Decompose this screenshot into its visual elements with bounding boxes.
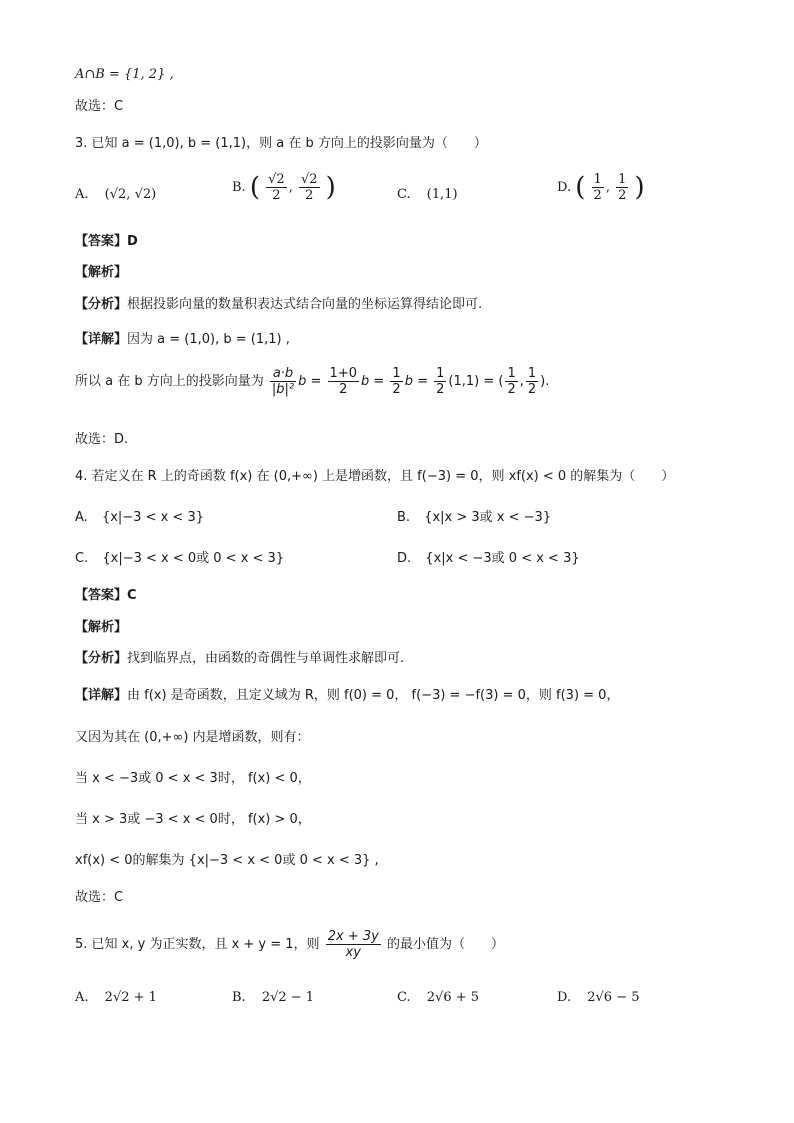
summary-text: 根据投影向量的数量积表达式结合向量的坐标运算得结论即可. xyxy=(127,297,483,312)
answer-4: 【答案】C xyxy=(75,588,137,603)
option-value: (1,1) xyxy=(426,187,458,202)
q4-option-a xyxy=(75,509,204,527)
numerator: 1 xyxy=(593,172,602,187)
answer-3: 【答案】D xyxy=(75,234,138,249)
q5-option-a xyxy=(75,989,157,1007)
option-value: {x|x < −3或 0 < x < 3} xyxy=(425,551,580,566)
summary-text: 找到临界点，由函数的奇偶性与单调性求解即可. xyxy=(127,651,405,666)
question-4-stem: 4. 若定义在 R 上的奇函数 f(x) 在 (0,+∞) 上是增函数，且 f(−3) = 0，则 xf(x) < 0 的解集为（ ） xyxy=(75,469,675,484)
term: b = xyxy=(404,374,428,389)
fraction xyxy=(266,172,287,203)
denominator: 2 xyxy=(272,188,281,203)
section-tag: 【分析】 xyxy=(75,297,128,312)
option-label: C. xyxy=(397,187,411,202)
denominator: 2 xyxy=(392,382,401,397)
option-label: B. xyxy=(397,510,411,525)
numerator: 1 xyxy=(392,366,401,381)
stem-suffix: 的最小值为（ ） xyxy=(386,937,504,952)
term: ). xyxy=(540,374,550,389)
numerator: √2 xyxy=(300,172,318,187)
detail-4-line-2: 又因为其在 (0,+∞) 内是增函数，则有： xyxy=(75,730,310,745)
option-value: 2√2 − 1 xyxy=(261,990,315,1005)
option-label: D. xyxy=(557,990,572,1005)
analysis-4-summary xyxy=(75,650,404,668)
projection-formula xyxy=(75,366,549,397)
q5-option-c xyxy=(397,989,479,1007)
analysis-3-summary xyxy=(75,296,482,314)
comma: , xyxy=(519,374,524,389)
denominator: 2 xyxy=(507,382,516,397)
q5-option-d xyxy=(557,989,640,1007)
question-3-stem: 3. 已知 a = (1,0), b = (1,1)，则 a 在 b 方向上的投影向量为（ ） xyxy=(75,136,487,151)
analysis-3-heading: 【解析】 xyxy=(75,265,128,280)
fraction xyxy=(390,366,402,397)
fraction xyxy=(328,366,359,397)
denominator: 2 xyxy=(339,382,348,397)
q3-option-a xyxy=(75,186,156,204)
denominator: 2 xyxy=(305,188,314,203)
detail-text: 因为 a = (1,0), b = (1,1) , xyxy=(127,332,290,347)
paren-close: ) xyxy=(634,172,645,203)
detail-4 xyxy=(75,687,619,705)
section-tag: 【分析】 xyxy=(75,651,128,666)
option-value: {x|−3 < x < 3} xyxy=(101,510,204,525)
option-label: D. xyxy=(397,551,412,566)
option-label: D. xyxy=(557,180,572,195)
choice-line: 故选：C xyxy=(75,99,124,114)
numerator: √2 xyxy=(268,172,285,187)
q4-option-c xyxy=(75,550,284,568)
option-label: B. xyxy=(232,990,246,1005)
stem-prefix: 5. 已知 x, y 为正实数，且 x + y = 1，则 xyxy=(75,937,320,952)
numerator: 1 xyxy=(436,366,445,381)
paren-open: ( xyxy=(249,172,260,203)
numerator: a·b xyxy=(270,366,296,382)
numerator: 1 xyxy=(618,172,627,187)
option-value: 2√2 + 1 xyxy=(104,990,157,1005)
option-value: {x|−3 < x < 0或 0 < x < 3} xyxy=(102,551,285,566)
numerator: 1 xyxy=(507,366,516,381)
denominator: 2 xyxy=(618,188,627,203)
term: b = xyxy=(360,374,385,389)
question-5-stem xyxy=(75,929,504,960)
option-value: 2√6 − 5 xyxy=(587,990,640,1005)
option-label: B. xyxy=(232,180,246,195)
fraction xyxy=(270,366,296,397)
denominator: 2 xyxy=(527,382,537,397)
intersection-line: A∩B = {1, 2} , xyxy=(75,67,174,82)
fraction xyxy=(616,172,628,203)
option-label: C. xyxy=(397,990,411,1005)
term: (1,1) = ( xyxy=(448,374,504,389)
fraction xyxy=(526,366,538,397)
paren-open: ( xyxy=(575,172,586,203)
detail-4-line-4: 当 x > 3或 −3 < x < 0时， f(x) > 0， xyxy=(75,812,311,827)
option-label: A. xyxy=(75,990,89,1005)
numerator: 1 xyxy=(527,366,537,381)
fraction xyxy=(592,172,604,203)
formula-prefix: 所以 a 在 b 方向上的投影向量为 xyxy=(75,374,264,389)
q3-option-d: D. ( $\frac{1}{2}$ , $\frac{1}{2}$ ) xyxy=(557,172,645,203)
q5-option-b xyxy=(232,989,314,1007)
detail-3 xyxy=(75,331,290,349)
q3-option-b: B. ( $\frac{√2}{2}$ , $\frac{√2}{2}$ ) xyxy=(232,172,336,203)
fraction xyxy=(505,366,517,397)
option-value: {x|x > 3或 x < −3} xyxy=(424,510,552,525)
denominator: xy xyxy=(345,945,361,960)
detail-4-line-3: 当 x < −3或 0 < x < 3时， f(x) < 0， xyxy=(75,771,311,786)
numerator: 2x + 3y xyxy=(327,929,379,944)
option-label: A. xyxy=(75,187,89,202)
analysis-4-heading: 【解析】 xyxy=(75,620,128,635)
fraction xyxy=(326,929,381,960)
numerator: 1+0 xyxy=(329,366,357,381)
q4-option-d xyxy=(397,550,580,568)
section-tag: 【详解】 xyxy=(75,688,128,703)
paren-close: ) xyxy=(325,172,336,203)
option-label: C. xyxy=(75,551,89,566)
option-label: A. xyxy=(75,510,88,525)
fraction xyxy=(434,366,446,397)
option-value: 2√6 + 5 xyxy=(426,990,480,1005)
choice-line-3: 故选：D. xyxy=(75,432,129,447)
denominator: |b|² xyxy=(271,382,295,397)
section-tag: 【详解】 xyxy=(75,332,128,347)
q3-option-c xyxy=(397,186,458,204)
term: b = xyxy=(298,374,322,389)
detail-4-line-5: xf(x) < 0的解集为 {x|−3 < x < 0或 0 < x < 3} , xyxy=(75,853,379,868)
choice-line-4: 故选：C xyxy=(75,890,124,905)
denominator: 2 xyxy=(436,382,445,397)
q4-option-b xyxy=(397,509,551,527)
option-value: (√2, √2) xyxy=(104,187,157,202)
detail-text: 由 f(x) 是奇函数，且定义域为 R，则 f(0) = 0， f(−3) = −f(3) = 0，则 f(3) = 0， xyxy=(127,688,620,703)
fraction xyxy=(299,172,320,203)
denominator: 2 xyxy=(593,188,602,203)
